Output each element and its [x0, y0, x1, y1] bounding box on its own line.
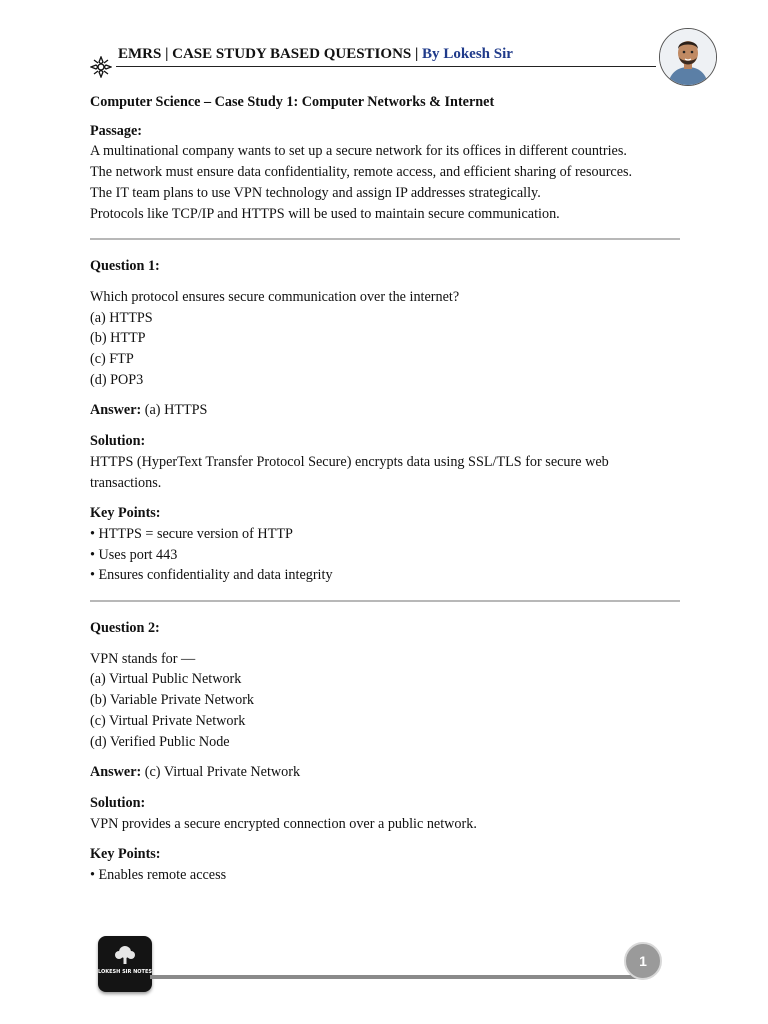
- document-title: Computer Science – Case Study 1: Computer Networks & Internet: [90, 94, 495, 110]
- brand-logo: [98, 936, 152, 992]
- header-by: By: [422, 46, 440, 62]
- question-option: (b) HTTP: [90, 330, 146, 347]
- answer-value: (c) Virtual Private Network: [144, 764, 301, 781]
- keypoint: • Enables remote access: [90, 867, 227, 884]
- question-option: (d) Verified Public Node: [90, 733, 230, 750]
- solution-text: HTTPS (HyperText Transfer Protocol Secure) encrypts data using SSL/TLS for secure web transactions.: [90, 453, 609, 491]
- answer-label: Answer:: [90, 764, 142, 781]
- logo-text: LOKESH SIR NOTES: [98, 969, 152, 975]
- header-divider: [116, 66, 656, 67]
- solution-label: Solution:: [90, 433, 146, 450]
- question-prompt: VPN stands for —: [90, 650, 196, 667]
- section-divider: [90, 600, 680, 602]
- tree-icon: [98, 936, 152, 992]
- question-option: (c) Virtual Private Network: [90, 712, 246, 729]
- header-title: [118, 46, 513, 63]
- passage-label: Passage:: [90, 122, 143, 139]
- keypoint: • Uses port 443: [90, 546, 178, 563]
- answer-value: (a) HTTPS: [144, 402, 208, 419]
- footer-divider: [150, 975, 638, 979]
- question-2: [90, 618, 680, 886]
- section-divider: [90, 238, 680, 240]
- question-option: (b) Variable Private Network: [90, 692, 255, 709]
- ornament-icon: [90, 56, 112, 78]
- solution-text: VPN provides a secure encrypted connection over a public network.: [90, 815, 477, 832]
- question-heading: Question 1:: [90, 258, 160, 275]
- keypoint: • HTTPS = secure version of HTTP: [90, 525, 293, 542]
- answer: [90, 400, 680, 421]
- question-option: (a) Virtual Public Network: [90, 671, 242, 688]
- question-1: [90, 256, 680, 586]
- answer: [90, 762, 680, 783]
- passage-line: Protocols like TCP/IP and HTTPS will be used to maintain secure communication.: [90, 205, 560, 222]
- keypoints-label: Key Points:: [90, 846, 161, 863]
- passage-line: A multinational company wants to set up a secure network for its offices in different countries.: [90, 143, 627, 160]
- page-number: 1: [624, 942, 662, 980]
- page-header: [90, 44, 656, 68]
- passage-line: The network must ensure data confidentiality, remote access, and efficient sharing of resources.: [90, 164, 633, 181]
- document-body: [90, 92, 680, 886]
- keypoints-label: Key Points:: [90, 505, 161, 522]
- question-heading: Question 2:: [90, 620, 160, 637]
- question-option: (c) FTP: [90, 351, 134, 368]
- passage-line: The IT team plans to use VPN technology and assign IP addresses strategically.: [90, 184, 541, 201]
- header-prefix: EMRS | CASE STUDY BASED QUESTIONS |: [118, 46, 419, 62]
- passage: [90, 121, 680, 225]
- answer-label: Answer:: [90, 402, 142, 419]
- question-prompt: Which protocol ensures secure communication over the internet?: [90, 288, 460, 305]
- question-option: (a) HTTPS: [90, 309, 153, 326]
- question-option: (d) POP3: [90, 371, 144, 388]
- solution-label: Solution:: [90, 794, 146, 811]
- keypoint: • Ensures confidentiality and data integrity: [90, 567, 333, 584]
- header-author: Lokesh Sir: [443, 46, 513, 62]
- author-avatar: [659, 28, 717, 86]
